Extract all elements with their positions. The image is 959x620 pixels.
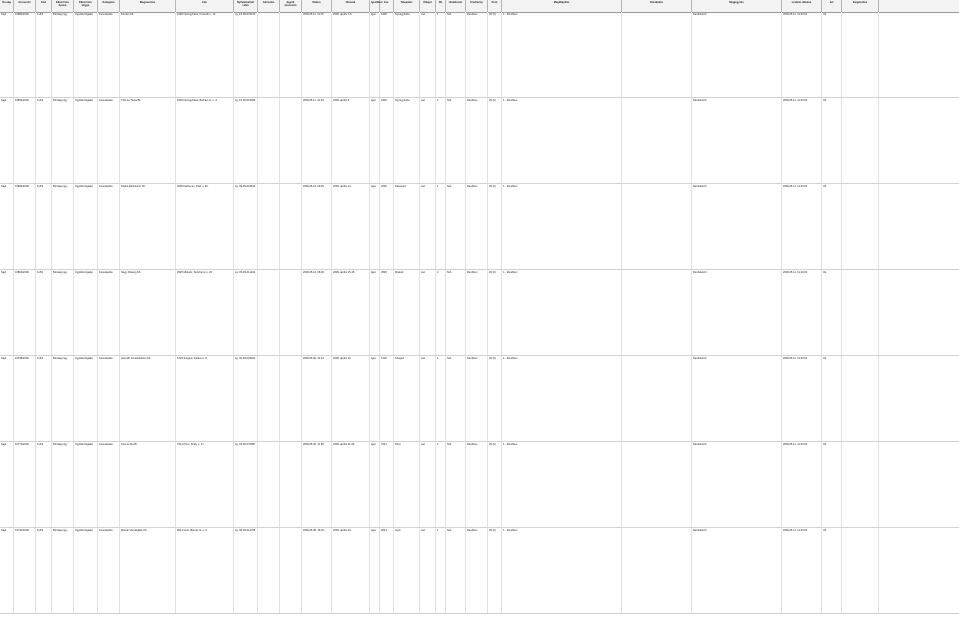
cell-date[interactable]: 2009.05.11. 11:15 <box>302 12 332 97</box>
cell-category[interactable]: Kereskedés <box>98 184 120 269</box>
cell-mark[interactable]: Ok <box>822 528 842 613</box>
cell-flag[interactable]: Igen <box>370 356 380 441</box>
cell-address[interactable]: 7621 Pécs, Király u. 17. <box>176 442 234 527</box>
column-header-count[interactable]: Db <box>436 0 446 12</box>
cell-measure[interactable] <box>622 98 692 183</box>
cell-scope[interactable]: Ügyfélszolgálat <box>74 98 98 183</box>
cell-type[interactable]: Bírósági ügy <box>52 270 74 355</box>
cell-ref[interactable]: N/A <box>446 356 466 441</box>
column-header-scope[interactable]: Ellenőrzés tárgya <box>74 0 98 12</box>
cell-name[interactable]: Szabó Élelmiszer Kft. <box>120 184 176 269</box>
cell-type[interactable]: Bírósági ügy <box>52 528 74 613</box>
cell-ref[interactable]: N/A <box>446 442 466 527</box>
cell-country[interactable]: Sajó <box>0 184 14 269</box>
cell-zip[interactable]: 4400 <box>380 12 394 97</box>
cell-finding[interactable]: 1 - Rendben <box>502 356 622 441</box>
cell-extra[interactable] <box>842 12 879 97</box>
cell-other[interactable] <box>280 184 302 269</box>
column-header-category[interactable]: Kategória <box>98 0 120 12</box>
cell-result[interactable]: Rendben <box>466 442 488 527</box>
cell-note[interactable]: Rendeletről <box>692 12 782 97</box>
cell-scope[interactable]: Ügyfélszolgálat <box>74 356 98 441</box>
cell-finding[interactable]: 1 - Rendben <box>502 12 622 97</box>
cell-status[interactable]: van <box>420 270 436 355</box>
cell-city[interactable]: Debrecen <box>394 184 420 269</box>
cell-code[interactable]: K-8/1 <box>36 98 52 183</box>
cell-name[interactable]: Kiss és Fia Bt. <box>120 442 176 527</box>
cell-id[interactable]: 16740/2009 <box>14 528 36 613</box>
cell-score[interactable]: 26 (0) <box>488 184 502 269</box>
table-row[interactable] <box>0 528 959 614</box>
cell-code[interactable]: K-8/1 <box>36 356 52 441</box>
cell-measure[interactable] <box>622 356 692 441</box>
cell-closed[interactable]: 2009.05.11. 11:20:00 <box>782 528 822 613</box>
column-header-id[interactable]: Azonosító <box>14 0 36 12</box>
cell-closed[interactable]: 2009.05.11. 11:20:00 <box>782 184 822 269</box>
cell-extra[interactable] <box>842 98 879 183</box>
cell-city[interactable]: Nyíregyháza <box>394 98 420 183</box>
cell-category[interactable]: Kereskedés <box>98 270 120 355</box>
cell-flag[interactable]: Igen <box>370 184 380 269</box>
cell-period[interactable]: 2009. április 9. <box>332 98 370 183</box>
cell-regno[interactable]: cg. 06-09-003321 <box>234 356 258 441</box>
cell-finding[interactable]: 1 - Rendben <box>502 98 622 183</box>
cell-id[interactable]: 16854/2009 <box>14 98 36 183</box>
cell-category[interactable]: Kereskedés <box>98 98 120 183</box>
cell-period[interactable]: 2009. április 23. <box>332 528 370 613</box>
cell-type[interactable]: Bírósági ügy <box>52 12 74 97</box>
cell-measure[interactable] <box>622 12 692 97</box>
cell-count[interactable]: 2 <box>436 98 446 183</box>
cell-result[interactable]: Rendben <box>466 270 488 355</box>
cell-other[interactable] <box>280 270 302 355</box>
cell-result[interactable]: Rendben <box>466 528 488 613</box>
cell-taxno[interactable] <box>258 528 280 613</box>
cell-category[interactable]: Kereskedés <box>98 442 120 527</box>
cell-ref[interactable]: N/A <box>446 12 466 97</box>
cell-address[interactable]: 4025 Debrecen, Piac u. 45. <box>176 184 234 269</box>
cell-type[interactable]: Bírósági ügy <box>52 184 74 269</box>
cell-category[interactable]: Kereskedés <box>98 12 120 97</box>
cell-regno[interactable]: cg. 15-09-070123 <box>234 12 258 97</box>
cell-mark[interactable]: Ok <box>822 356 842 441</box>
cell-id[interactable]: 16802/2009 <box>14 270 36 355</box>
column-header-result[interactable]: Eredmény <box>466 0 488 12</box>
cell-city[interactable]: Pécs <box>394 442 420 527</box>
cell-count[interactable]: 1 <box>436 184 446 269</box>
cell-city[interactable]: Miskolc <box>394 270 420 355</box>
cell-zip[interactable]: 3525 <box>380 270 394 355</box>
table-row[interactable] <box>0 98 959 184</box>
cell-ref[interactable]: N/A <box>446 270 466 355</box>
cell-other[interactable] <box>280 356 302 441</box>
cell-country[interactable]: Sajó <box>0 528 14 613</box>
cell-score[interactable]: 26 (0) <box>488 270 502 355</box>
cell-extra[interactable] <box>842 528 879 613</box>
cell-result[interactable]: Rendben <box>466 98 488 183</box>
cell-code[interactable]: K-8/1 <box>36 270 52 355</box>
cell-date[interactable]: 2009.05.11. 10:40 <box>302 98 332 183</box>
column-header-measure[interactable]: Intézkedés <box>622 0 692 12</box>
cell-result[interactable]: Rendben <box>466 12 488 97</box>
cell-status[interactable]: van <box>420 356 436 441</box>
cell-note[interactable]: Rendeletről <box>692 356 782 441</box>
cell-country[interactable]: Sajó <box>0 98 14 183</box>
cell-address[interactable]: 6720 Szeged, Kárász u. 8. <box>176 356 234 441</box>
cell-date[interactable]: 2009.05.08. 16:20 <box>302 528 332 613</box>
column-header-extra[interactable]: Kiegészítés <box>842 0 879 12</box>
cell-regno[interactable]: cg. 09-09-004512 <box>234 184 258 269</box>
cell-finding[interactable]: 1 - Rendben <box>502 270 622 355</box>
cell-score[interactable]: 26 (0) <box>488 98 502 183</box>
cell-date[interactable]: 2009.05.09. 11:55 <box>302 442 332 527</box>
cell-name[interactable]: Kovács Kft. <box>120 12 176 97</box>
cell-code[interactable]: K-8/1 <box>36 12 52 97</box>
cell-flag[interactable]: Igen <box>370 12 380 97</box>
column-header-taxno[interactable]: Adószám <box>258 0 280 12</box>
cell-extra[interactable] <box>842 184 879 269</box>
cell-taxno[interactable] <box>258 356 280 441</box>
cell-id[interactable]: 16771/2009 <box>14 442 36 527</box>
column-header-status[interactable]: Állapot <box>420 0 436 12</box>
cell-note[interactable]: Rendeletről <box>692 184 782 269</box>
cell-note[interactable]: Rendeletről <box>692 98 782 183</box>
cell-mark[interactable]: Ok <box>822 12 842 97</box>
cell-country[interactable]: Sajó <box>0 442 14 527</box>
cell-finding[interactable]: 1 - Rendben <box>502 442 622 527</box>
cell-regno[interactable]: cg. 08-09-012765 <box>234 528 258 613</box>
cell-result[interactable]: Rendben <box>466 356 488 441</box>
cell-mark[interactable]: Ok <box>822 184 842 269</box>
column-header-name[interactable]: Megnevezés <box>120 0 176 12</box>
cell-closed[interactable]: 2009.05.11. 11:20:00 <box>782 98 822 183</box>
cell-count[interactable]: 3 <box>436 270 446 355</box>
cell-measure[interactable] <box>622 528 692 613</box>
cell-name[interactable]: Nagy Pékség Kft. <box>120 270 176 355</box>
cell-country[interactable]: Sajó <box>0 356 14 441</box>
cell-ref[interactable]: N/A <box>446 528 466 613</box>
table-row[interactable] <box>0 184 959 270</box>
cell-closed[interactable]: 2009.05.11. 11:20:00 <box>782 12 822 97</box>
column-header-score[interactable]: Pont <box>488 0 502 12</box>
cell-other[interactable] <box>280 528 302 613</box>
column-header-type[interactable]: Ellenőrzés típusa <box>52 0 74 12</box>
cell-code[interactable]: K-8/1 <box>36 528 52 613</box>
column-header-city[interactable]: Település <box>394 0 420 12</box>
cell-date[interactable]: 2009.05.09. 14:10 <box>302 356 332 441</box>
cell-other[interactable] <box>280 442 302 527</box>
cell-address[interactable]: 9021 Győr, Baross G. u. 5. <box>176 528 234 613</box>
cell-code[interactable]: K-8/1 <box>36 442 52 527</box>
column-header-closed[interactable]: Lezárás dátuma <box>782 0 822 12</box>
cell-flag[interactable]: Igen <box>370 528 380 613</box>
cell-other[interactable] <box>280 12 302 97</box>
cell-name[interactable]: Tóth és Társa Bt. <box>120 98 176 183</box>
column-header-code[interactable]: Kód <box>36 0 52 12</box>
column-header-regno[interactable]: Nyilvántartási szám <box>234 0 258 12</box>
cell-measure[interactable] <box>622 270 692 355</box>
table-row[interactable] <box>0 356 959 442</box>
cell-taxno[interactable] <box>258 270 280 355</box>
cell-taxno[interactable] <box>258 12 280 97</box>
column-header-ref[interactable]: Hivatkozás <box>446 0 466 12</box>
cell-city[interactable]: Győr <box>394 528 420 613</box>
cell-flag[interactable]: Igen <box>370 98 380 183</box>
cell-id[interactable]: 16798/2009 <box>14 356 36 441</box>
cell-scope[interactable]: Ügyfélszolgálat <box>74 442 98 527</box>
cell-score[interactable]: 26 (0) <box>488 528 502 613</box>
cell-zip[interactable]: 4400 <box>380 98 394 183</box>
cell-extra[interactable] <box>842 442 879 527</box>
cell-note[interactable]: Rendeletről <box>692 270 782 355</box>
cell-status[interactable]: van <box>420 98 436 183</box>
cell-count[interactable]: 1 <box>436 356 446 441</box>
cell-closed[interactable]: 2009.05.11. 11:20:00 <box>782 270 822 355</box>
cell-status[interactable]: van <box>420 442 436 527</box>
cell-mark[interactable]: Ok <box>822 270 842 355</box>
cell-count[interactable]: 1 <box>436 12 446 97</box>
column-header-address[interactable]: Cím <box>176 0 234 12</box>
cell-type[interactable]: Bírósági ügy <box>52 356 74 441</box>
table-row[interactable] <box>0 270 959 356</box>
cell-country[interactable]: Sajó <box>0 12 14 97</box>
cell-country[interactable]: Sajó <box>0 270 14 355</box>
cell-period[interactable]: 2009. április 20. <box>332 356 370 441</box>
column-header-other[interactable]: Egyéb azonosító <box>280 0 302 12</box>
cell-taxno[interactable] <box>258 184 280 269</box>
cell-date[interactable]: 2009.05.10. 08:30 <box>302 270 332 355</box>
cell-address[interactable]: 3525 Miskolc, Széchenyi u. 20. <box>176 270 234 355</box>
cell-address[interactable]: 4400 Nyíregyháza, Bethlen G. u. 3. <box>176 98 234 183</box>
cell-regno[interactable]: cg. 15-06-010456 <box>234 98 258 183</box>
cell-flag[interactable]: Igen <box>370 442 380 527</box>
cell-result[interactable]: Rendben <box>466 184 488 269</box>
cell-status[interactable]: van <box>420 184 436 269</box>
cell-id[interactable]: 16830/2009 <box>14 184 36 269</box>
column-header-flag[interactable]: Igen/Nem <box>370 0 380 12</box>
column-header-mark[interactable]: Jel <box>822 0 842 12</box>
cell-count[interactable]: 1 <box>436 528 446 613</box>
cell-zip[interactable]: 9021 <box>380 528 394 613</box>
cell-status[interactable]: van <box>420 12 436 97</box>
cell-zip[interactable]: 7621 <box>380 442 394 527</box>
cell-period[interactable]: 2009. április 15-16. <box>332 270 370 355</box>
cell-city[interactable]: Szeged <box>394 356 420 441</box>
cell-ref[interactable]: N/A <box>446 184 466 269</box>
table-row[interactable] <box>0 442 959 528</box>
table-row[interactable] <box>0 12 959 98</box>
column-header-period[interactable]: Időszak <box>332 0 370 12</box>
cell-name[interactable]: Horváth Kereskedelmi Kft. <box>120 356 176 441</box>
cell-closed[interactable]: 2009.05.11. 11:20:00 <box>782 356 822 441</box>
cell-finding[interactable]: 1 - Rendben <box>502 184 622 269</box>
cell-note[interactable]: Rendeletről <box>692 442 782 527</box>
cell-ref[interactable]: N/A <box>446 98 466 183</box>
cell-score[interactable]: 26 (0) <box>488 442 502 527</box>
cell-score[interactable]: 26 (0) <box>488 12 502 97</box>
cell-count[interactable]: 2 <box>436 442 446 527</box>
cell-taxno[interactable] <box>258 98 280 183</box>
cell-period[interactable]: 2009. április 21-22. <box>332 442 370 527</box>
cell-category[interactable]: Kereskedés <box>98 356 120 441</box>
cell-date[interactable]: 2009.05.10. 09:05 <box>302 184 332 269</box>
cell-regno[interactable]: cg. 05-09-011234 <box>234 270 258 355</box>
cell-zip[interactable]: 4025 <box>380 184 394 269</box>
cell-name[interactable]: Molnár Vendéglátó Kft. <box>120 528 176 613</box>
cell-city[interactable]: Nyíregyháza <box>394 12 420 97</box>
cell-zip[interactable]: 6720 <box>380 356 394 441</box>
cell-period[interactable]: 2009. április 7-8. <box>332 12 370 97</box>
column-header-finding[interactable]: Megállapítás <box>502 0 622 12</box>
data-rows <box>0 12 959 614</box>
column-header-date[interactable]: Dátum <box>302 0 332 12</box>
cell-extra[interactable] <box>842 356 879 441</box>
cell-type[interactable]: Bírósági ügy <box>52 98 74 183</box>
column-header-note[interactable]: Megjegyzés <box>692 0 782 12</box>
cell-regno[interactable]: cg. 02-06-070987 <box>234 442 258 527</box>
cell-period[interactable]: 2009. április 14. <box>332 184 370 269</box>
cell-mark[interactable]: Ok <box>822 98 842 183</box>
cell-taxno[interactable] <box>258 442 280 527</box>
cell-type[interactable]: Bírósági ügy <box>52 442 74 527</box>
cell-scope[interactable]: Ügyfélszolgálat <box>74 528 98 613</box>
cell-flag[interactable]: Igen <box>370 270 380 355</box>
cell-extra[interactable] <box>842 270 879 355</box>
cell-finding[interactable]: 1 - Rendben <box>502 528 622 613</box>
cell-measure[interactable] <box>622 442 692 527</box>
cell-scope[interactable]: Ügyfélszolgálat <box>74 184 98 269</box>
cell-score[interactable]: 26 (0) <box>488 356 502 441</box>
cell-address[interactable]: 4400 Nyíregyháza, Kossuth u. 12. <box>176 12 234 97</box>
cell-category[interactable]: Kereskedés <box>98 528 120 613</box>
cell-mark[interactable]: Ok <box>822 442 842 527</box>
cell-measure[interactable] <box>622 184 692 269</box>
cell-other[interactable] <box>280 98 302 183</box>
cell-status[interactable]: van <box>420 528 436 613</box>
cell-scope[interactable]: Ügyfélszolgálat <box>74 270 98 355</box>
cell-closed[interactable]: 2009.05.11. 11:20:00 <box>782 442 822 527</box>
cell-code[interactable]: K-8/1 <box>36 184 52 269</box>
column-header-country[interactable]: Ország <box>0 0 14 12</box>
cell-scope[interactable]: Ügyfélszolgálat <box>74 12 98 97</box>
cell-note[interactable]: Rendeletről <box>692 528 782 613</box>
cell-id[interactable]: 16880/2009 <box>14 12 36 97</box>
column-header-zip[interactable]: Irsz. <box>380 0 394 12</box>
